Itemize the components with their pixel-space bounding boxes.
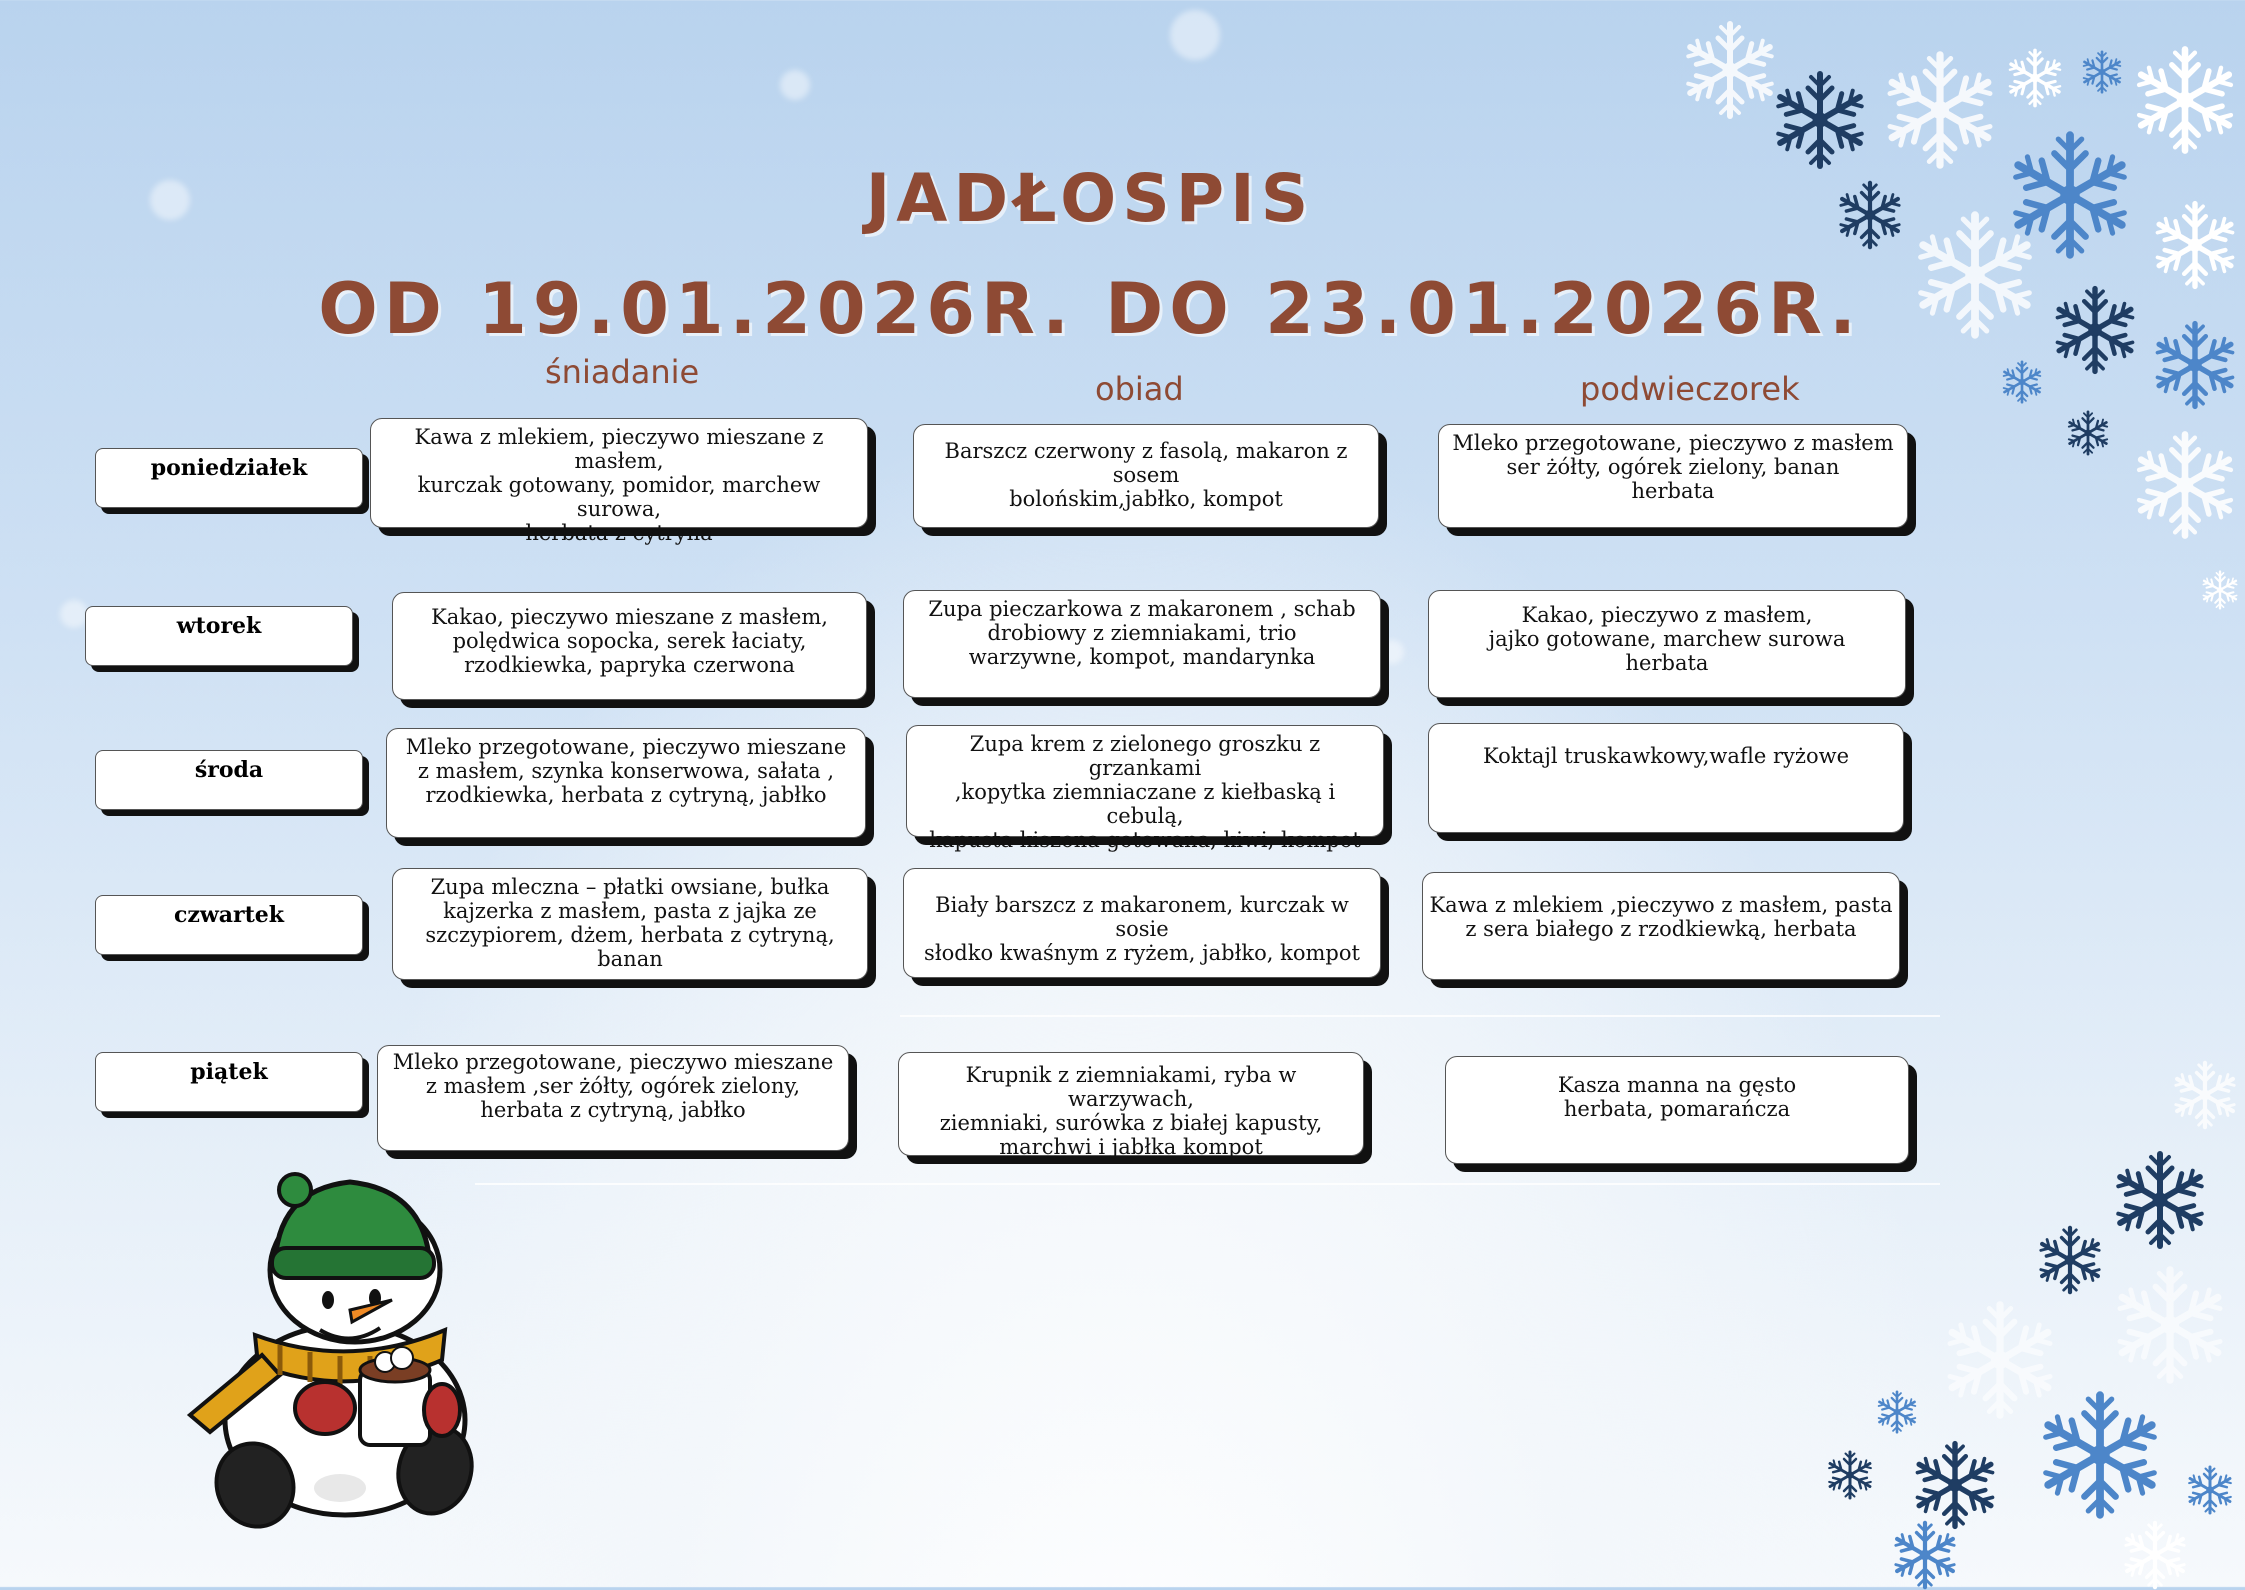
day-label-tuesday: wtorek	[85, 606, 353, 666]
meal-monday-snack: Mleko przegotowane, pieczywo z masłem ser żółty, ogórek zielony, banan herbata	[1438, 424, 1908, 528]
snowflake-icon	[2150, 320, 2240, 410]
meal-monday-lunch: Barszcz czerwony z fasolą, makaron z sosem bolońskim,jabłko, kompot	[913, 424, 1379, 528]
snowflake-icon	[2185, 1465, 2235, 1515]
snowflake-icon	[1910, 1440, 2000, 1530]
meal-tuesday-snack: Kakao, pieczywo z masłem, jajko gotowane, marchew surowa herbata	[1428, 590, 1906, 698]
snowflake-icon	[2000, 360, 2044, 404]
snowflake-icon	[2065, 410, 2111, 456]
day-label-monday: poniedziałek	[95, 448, 363, 508]
bokeh	[60, 600, 88, 628]
meal-tuesday-breakfast: Kakao, pieczywo mieszane z masłem, polędwica sopocka, serek łaciaty, rzodkiewka, papryka czerwona	[392, 592, 867, 700]
meal-wednesday-snack: Koktajl truskawkowy,wafle ryżowe	[1428, 723, 1904, 833]
snowman-illustration	[180, 1170, 510, 1530]
snowflake-icon	[2130, 430, 2240, 540]
snowflake-icon	[1835, 180, 1905, 250]
meal-thursday-snack: Kawa z mlekiem ,pieczywo z masłem, pasta z sera białego z rzodkiewką, herbata	[1422, 872, 1900, 980]
meal-thursday-breakfast: Zupa mleczna – płatki owsiane, bułka kajzerka z masłem, pasta z jajka ze szczypiorem, dżem, herbata z cytryną, banan	[392, 868, 868, 980]
meal-thursday-lunch: Biały barszcz z makaronem, kurczak w sosie słodko kwaśnym z ryżem, jabłko, kompot	[903, 868, 1381, 978]
snowflake-icon	[2110, 1150, 2210, 1250]
page-title: JADŁOSPIS	[865, 160, 1315, 237]
divider	[475, 1183, 1940, 1185]
meal-friday-snack: Kasza manna na gęsto herbata, pomarańcza	[1445, 1056, 1909, 1164]
bokeh	[780, 70, 810, 100]
column-header-breakfast: śniadanie	[545, 353, 700, 391]
snowflake-icon	[1825, 1450, 1875, 1500]
snowflake-icon	[1680, 20, 1780, 120]
date-range: OD 19.01.2026R. DO 23.01.2026R.	[318, 268, 1862, 350]
snowflake-icon	[2110, 1265, 2230, 1385]
meal-wednesday-breakfast: Mleko przegotowane, pieczywo mieszane z masłem, szynka konserwowa, sałata , rzodkiewka, herbata z cytryną, jabłko	[386, 728, 866, 838]
snowflake-icon	[1770, 70, 1870, 170]
snowflake-icon	[2170, 1060, 2240, 1130]
snowflake-icon	[2200, 570, 2240, 610]
divider	[900, 1015, 1940, 1017]
day-label-thursday: czwartek	[95, 895, 363, 955]
snowflake-icon	[1875, 1390, 1919, 1434]
meal-friday-breakfast: Mleko przegotowane, pieczywo mieszane z masłem ,ser żółty, ogórek zielony, herbata z cytryną, jabłko	[377, 1045, 849, 1151]
column-header-snack: podwieczorek	[1580, 370, 1800, 408]
snowflake-icon	[2035, 1225, 2105, 1295]
snowflake-icon	[2035, 1390, 2165, 1520]
column-header-lunch: obiad	[1095, 370, 1184, 408]
snowflake-icon	[2005, 48, 2065, 108]
snowflake-icon	[2120, 1520, 2190, 1590]
snowflake-icon	[1910, 210, 2040, 340]
meal-tuesday-lunch: Zupa pieczarkowa z makaronem , schab drobiowy z ziemniakami, trio warzywne, kompot, mandarynka	[903, 590, 1381, 698]
bokeh	[1170, 10, 1220, 60]
bokeh	[1380, 640, 1404, 664]
snowflake-icon	[2130, 45, 2240, 155]
snowflake-icon	[2150, 200, 2240, 290]
day-label-friday: piątek	[95, 1052, 363, 1112]
snowflake-icon	[2080, 50, 2124, 94]
snowflake-icon	[1880, 50, 2000, 170]
day-label-wednesday: środa	[95, 750, 363, 810]
meal-friday-lunch: Krupnik z ziemniakami, ryba w warzywach, ziemniaki, surówka z białej kapusty, marchwi i jabłka kompot	[898, 1052, 1364, 1156]
meal-wednesday-lunch: Zupa krem z zielonego groszku z grzankami ,kopytka ziemniaczane z kiełbaską i cebulą, kapusta kiszona gotowana, kiwi, kompot	[906, 725, 1384, 837]
snowflake-icon	[1890, 1520, 1960, 1590]
meal-monday-breakfast: Kawa z mlekiem, pieczywo mieszane z masłem, kurczak gotowany, pomidor, marchew surowa, herbata z cytryna	[370, 418, 868, 528]
snowflake-icon	[2050, 285, 2140, 375]
